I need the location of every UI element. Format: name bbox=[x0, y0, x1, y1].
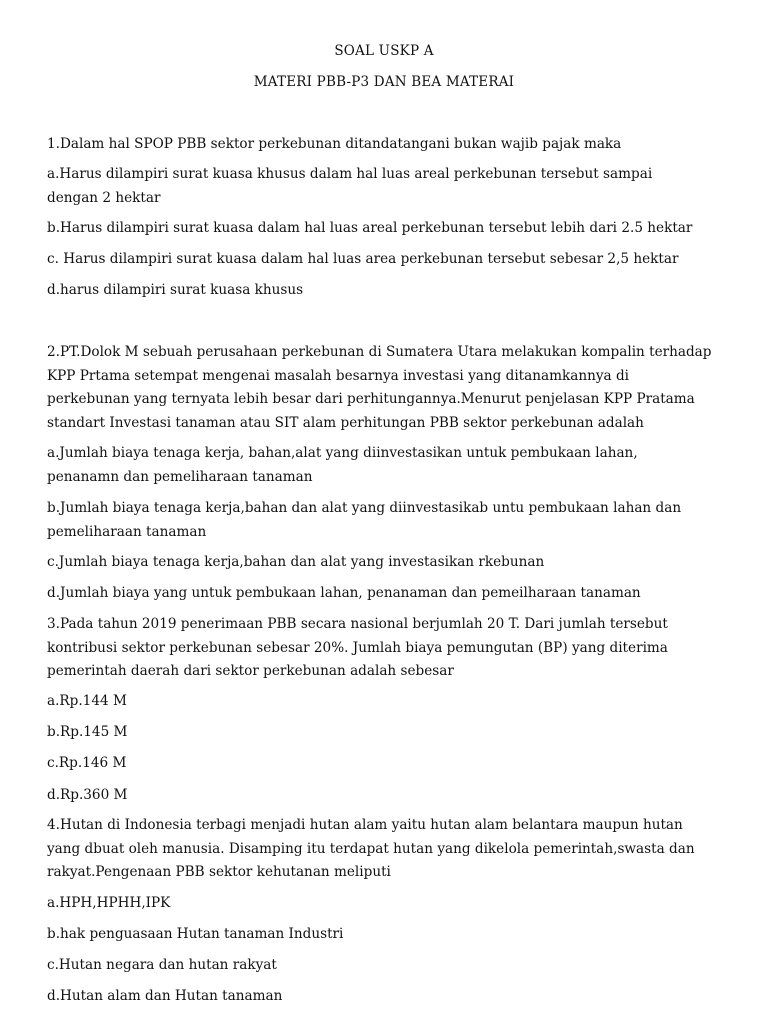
question-2-option-d: d.Jumlah biaya yang untuk pembukaan lahan, penanaman dan pemeilharaan tanaman bbox=[47, 585, 641, 601]
page-title: SOAL USKP A bbox=[334, 43, 434, 59]
question-4-option-a: a.HPH,HPHH,IPK bbox=[47, 895, 171, 911]
question-2-option-a: a.Jumlah biaya tenaga kerja, bahan,alat yang diinvestasikan untuk pembukaan lahan, penanamn dan pemeliharaan tanaman bbox=[47, 445, 638, 485]
question-3-option-d: d.Rp.360 M bbox=[47, 787, 128, 803]
question-3-option-a: a.Rp.144 M bbox=[47, 693, 127, 709]
question-3-option-c: c.Rp.146 M bbox=[47, 755, 127, 771]
question-4-option-c: c.Hutan negara dan hutan rakyat bbox=[47, 957, 277, 973]
question-2-option-c: c.Jumlah biaya tenaga kerja,bahan dan alat yang investasikan rkebunan bbox=[47, 554, 545, 570]
question-3-text: 3.Pada tahun 2019 penerimaan PBB secara nasional berjumlah 20 T. Dari jumlah tersebut kontribusi sektor perkebunan sebesar 20%. Jumlah biaya pemungutan (BP) yang diterima pemerintah daerah dari sektor perkebunan adalah sebesar bbox=[47, 616, 668, 679]
question-2-option-b: b.Jumlah biaya tenaga kerja,bahan dan alat yang diinvestasikab untu pembukaan lahan dan pemeliharaan tanaman bbox=[47, 500, 682, 540]
question-3-option-b: b.Rp.145 M bbox=[47, 724, 128, 740]
question-4-option-b: b.hak penguasaan Hutan tanaman Industri bbox=[47, 926, 344, 942]
question-1-option-b: b.Harus dilampiri surat kuasa dalam hal luas areal perkebunan tersebut lebih dari 2.5 hektar bbox=[47, 220, 693, 236]
question-1-option-a: a.Harus dilampiri surat kuasa khusus dalam hal luas areal perkebunan tersebut sampai dengan 2 hektar bbox=[47, 166, 653, 206]
question-1-option-c: c. Harus dilampiri surat kuasa dalam hal luas area perkebunan tersebut sebesar 2,5 hektar bbox=[47, 251, 679, 267]
page-subtitle: MATERI PBB-P3 DAN BEA MATERAI bbox=[253, 74, 515, 90]
question-4-option-d: d.Hutan alam dan Hutan tanaman bbox=[47, 988, 283, 1004]
question-1-text: 1.Dalam hal SPOP PBB sektor perkebunan ditandatangani bukan wajib pajak maka bbox=[47, 136, 622, 152]
question-4-text: 4.Hutan di Indonesia terbagi menjadi hutan alam yaitu hutan alam belantara maupun hutan yang dbuat oleh manusia. Disamping itu terdapat hutan yang dikelola pemerintah,swasta dan rakyat.Pengenaan PBB sektor kehutanan meliputi bbox=[47, 817, 695, 880]
question-2-text: 2.PT.Dolok M sebuah perusahaan perkebunan di Sumatera Utara melakukan kompalin terhadap KPP Prtama setempat mengenai masalah besarnya investasi yang ditanamkannya di perkebunan yang ternyata lebih besar dari perhitungannya.Menurut penjelasan KPP Pratama standart Investasi tanaman atau SIT alam perhitungan PBB sektor perkebunan adalah bbox=[47, 344, 712, 431]
question-1-option-d: d.harus dilampiri surat kuasa khusus bbox=[47, 282, 304, 298]
